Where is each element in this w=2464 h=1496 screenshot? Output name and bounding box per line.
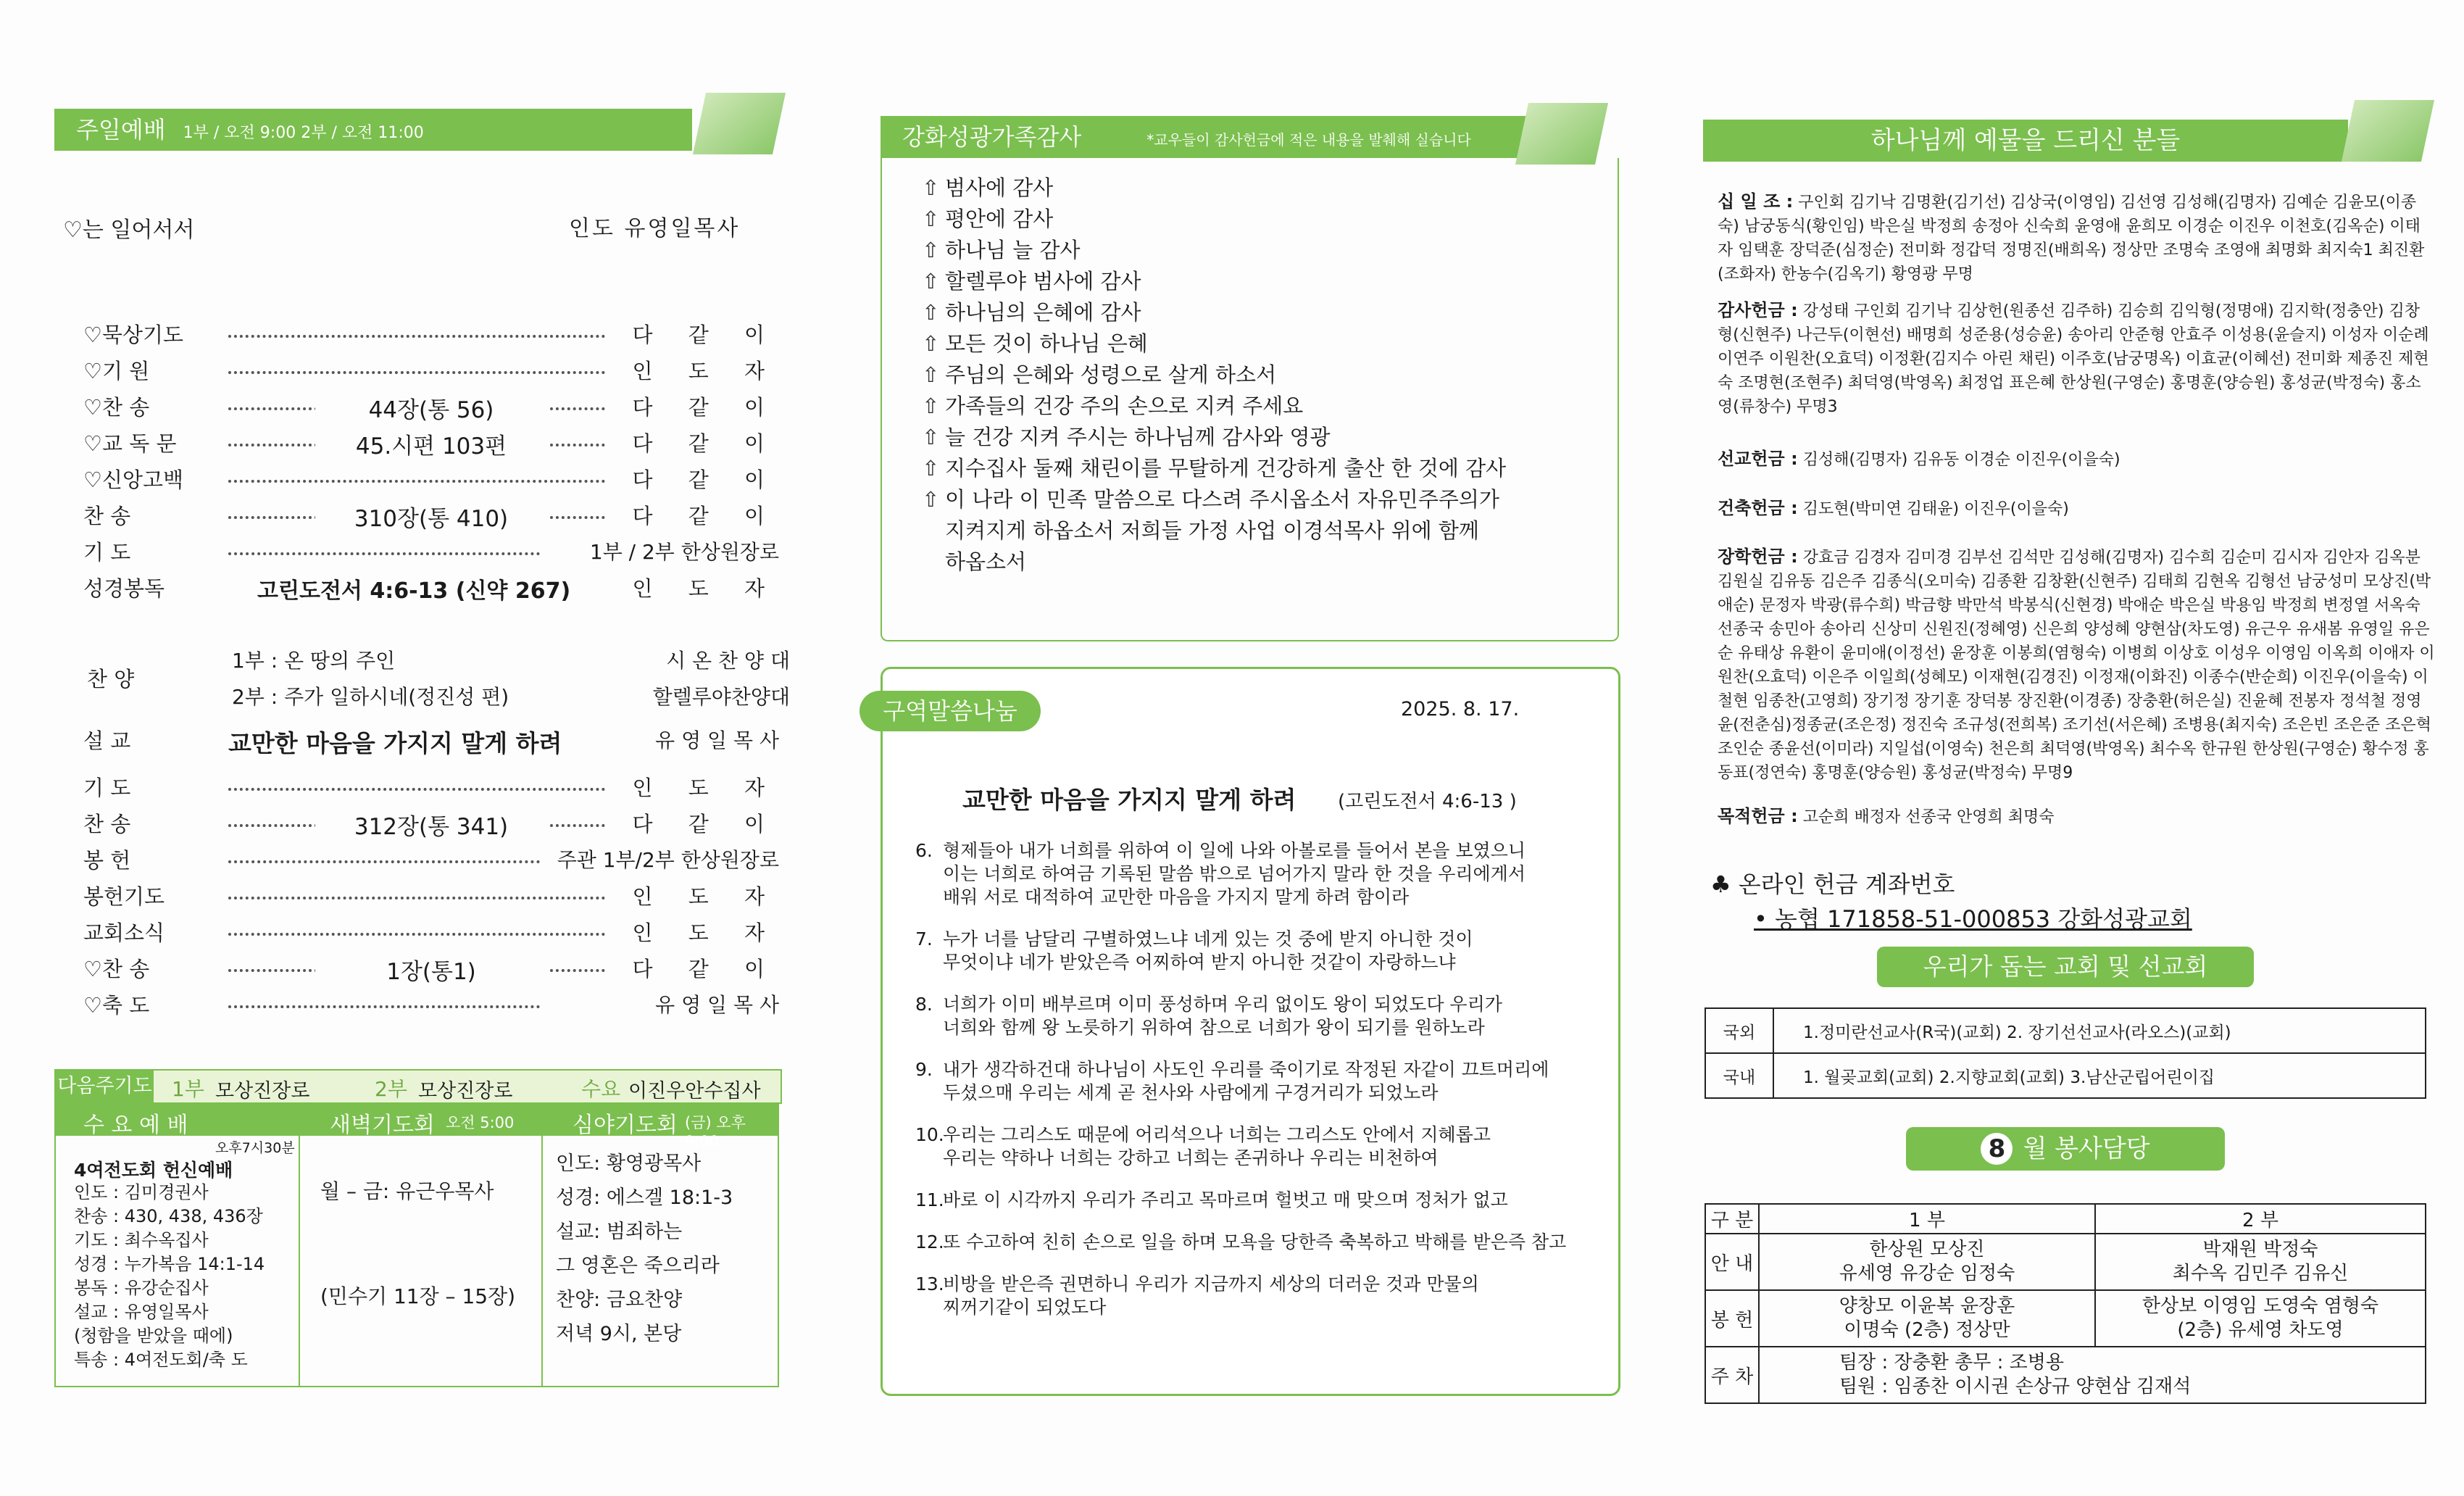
divider (299, 1136, 300, 1386)
service-line: 한상원 모상진 (1869, 1239, 1985, 1260)
verse-line (915, 863, 1568, 886)
thanks-mark-icon: ⇧ (922, 362, 940, 387)
next-week-label: 다음주기도 (56, 1071, 154, 1102)
verse-text: 무엇이냐 네가 받았은즉 어찌하여 받지 아니한 것같이 자랑하느냐 (943, 952, 1456, 973)
online-account: • 농협 171858-51-000853 강화성광교회 (1754, 905, 2192, 933)
worship-row (83, 953, 779, 986)
worship-item-person: 인 도 자 (632, 359, 779, 383)
verse-block (915, 928, 1568, 974)
dotted-leader (228, 335, 605, 338)
thanks-text: 하나님의 은혜에 감사 (945, 300, 1141, 325)
verse-block (915, 1058, 1568, 1105)
service-line: 박재원 박정숙 (2202, 1239, 2318, 1260)
worship-item-label: 찬 송 (83, 504, 131, 528)
scholarship-label: 장학헌금 : (1718, 547, 1798, 567)
thanks-text: 하나님 늘 감사 (945, 238, 1081, 262)
mission-label: 선교헌금 : (1718, 449, 1798, 469)
service-first (1759, 1234, 2095, 1290)
worship-item-label: 기 도 (83, 540, 131, 565)
online-label: ♣ 온라인 헌금 계좌번호 (1710, 870, 1955, 898)
wed-detail-line: 봉독 : 유강순집사 (74, 1278, 209, 1298)
thanks-mark-icon: ⇧ (922, 456, 940, 481)
dawn-line1: 월 – 금: 유근우목사 (320, 1179, 494, 1203)
service-row (1705, 1347, 2426, 1403)
dotted-leader (228, 371, 605, 374)
next-week-p1-label: 1부 (172, 1077, 204, 1101)
worship-item-detail: 44장(통 56) (315, 391, 547, 424)
worship-item-label: ♡묵상기도 (83, 323, 184, 347)
thanks-mark-icon: ⇧ (922, 207, 940, 231)
service-month: 8 (1981, 1133, 2013, 1165)
verse-number: 13. (915, 1273, 944, 1295)
night-detail-line: 저녁 9시, 본당 (556, 1323, 682, 1345)
verse-line (915, 951, 1568, 974)
wed-detail-line: 인도 : 김미경권사 (74, 1182, 209, 1202)
worship-item-detail: 교만한 마음을 가지지 말게 하려 (221, 725, 569, 759)
worship-item-label: 봉헌기도 (83, 884, 165, 909)
worship-item-person: 다 같 이 (632, 431, 779, 456)
dotted-leader (228, 933, 605, 936)
missions-key: 국외 (1705, 1008, 1773, 1053)
service-line: 최수옥 김민주 김유신 (2172, 1263, 2349, 1284)
thanks-box (881, 158, 1619, 641)
worship-item-label: ♡기 원 (83, 359, 150, 383)
worship-item-person: 유 영 일 목 사 (655, 993, 779, 1017)
worship-item-label: ♡축 도 (83, 993, 150, 1018)
worship-row (83, 536, 779, 570)
anthem-first-choir: 시 온 찬 양 대 (666, 649, 790, 673)
night-detail-line: 설교: 범죄하는 (556, 1221, 683, 1243)
verse-line (915, 1016, 1568, 1039)
verse-text: 내가 생각하건대 하나님이 사도인 우리를 죽이기로 작정된 자같이 끄트머리에 (943, 1059, 1549, 1080)
praying-hands-image (693, 93, 786, 154)
thanks-mark-icon: ⇧ (922, 394, 940, 418)
worship-header (54, 109, 692, 151)
building-names: 김도현(박미연 김태윤) 이진우(이을숙) (1802, 500, 2069, 518)
thanks-text: 하옵소서 (945, 549, 1027, 574)
service-row-key: 주 차 (1705, 1347, 1759, 1403)
missions-row (1705, 1053, 2426, 1098)
hand-image (2342, 100, 2434, 162)
thanks-item (922, 547, 1506, 578)
thanks-text: 주님의 은혜와 성령으로 살게 하소서 (945, 362, 1277, 387)
night-detail-line: 성경: 에스겔 18:1-3 (556, 1187, 733, 1209)
dotted-leader (228, 480, 605, 483)
verse-line (915, 1058, 1568, 1081)
wed-title: 수 요 예 배 (83, 1113, 188, 1138)
night-title: 심야기도회 (573, 1113, 678, 1138)
service-title-bar (1906, 1127, 2225, 1171)
verse-line (915, 1296, 1568, 1319)
thanks-mark-icon: ⇧ (922, 487, 940, 512)
wed-detail-line: (청함을 받았을 때에) (74, 1326, 233, 1346)
thanks-text: 범사에 감사 (945, 175, 1054, 200)
verse-text: 이는 너희로 하여금 기록된 말씀 밖으로 넘어가지 말라 한 것을 우리에게서 (943, 863, 1526, 884)
scholarship-section (1718, 545, 2435, 785)
service-first (1759, 1290, 2095, 1347)
wed-name: 4여전도회 헌신예배 (74, 1160, 233, 1181)
weekday-box (54, 1136, 779, 1387)
worship-item-person: 인 도 자 (632, 576, 779, 601)
verse-line (915, 1081, 1568, 1105)
worship-item-label: ♡교 독 문 (83, 431, 177, 456)
service-line: 유세영 유강순 임정숙 (1839, 1263, 2015, 1284)
thanks-text: 가족들의 건강 주의 손으로 지켜 주세요 (945, 394, 1304, 418)
service-header-1: 1 부 (1759, 1204, 2095, 1234)
night-detail-line: 인도: 황영광목사 (556, 1152, 702, 1175)
verse-line (915, 839, 1568, 863)
purpose-label: 목적헌금 : (1718, 806, 1798, 826)
verse-number: 10. (915, 1124, 944, 1145)
verse-block (915, 1273, 1568, 1319)
worship-row (83, 725, 779, 758)
worship-item-label: ♡찬 송 (83, 957, 150, 981)
worship-title: 주일예배 (76, 116, 166, 144)
worship-item-person: 인 도 자 (632, 921, 779, 945)
service-line: 한상보 이영임 도영숙 염형숙 (2142, 1295, 2379, 1317)
verse-text: 두셨으매 우리는 세계 곧 천사와 사람에게 구경거리가 되었노라 (943, 1082, 1439, 1103)
wed-detail-line: 찬송 : 430, 438, 436장 (74, 1206, 263, 1226)
thanks-item (922, 297, 1506, 328)
worship-row (83, 319, 779, 352)
anthem-label: 찬 양 (87, 667, 135, 691)
service-header-div: 구 분 (1705, 1204, 1759, 1234)
verse-line (915, 993, 1568, 1016)
thanks-text: 지수집사 둘째 채린이를 무탈하게 건강하게 출산 한 것에 감사 (945, 456, 1507, 481)
thanks-item (922, 266, 1506, 297)
cross-image (1515, 103, 1608, 165)
thanks-mark-icon (922, 515, 945, 547)
service-leader: 인도 유영일목사 (569, 216, 741, 241)
worship-item-label: 교회소식 (83, 921, 165, 945)
night-detail-line: 찬양: 금요찬양 (556, 1289, 683, 1311)
verse-text: 누가 너를 남달리 구별하였느냐 네게 있는 것 중에 받지 아니한 것이 (943, 928, 1473, 949)
tithe-names: 구인회 김기낙 김명환(김기선) 김상국(이영임) 김선영 김성해(김명자) 김예순 김윤모(이종숙) 남궁동식(황인임) 박은실 박정희 송정아 신숙희 윤영애 윤희모 이경순 이진우 이천호(김옥순) 이태자 임택훈 장덕준(심정순) 전미화 정갑덕 정명진(배희옥) 정상만 조명숙 조영애 최명화 최지숙1 최진환(조화자) 한농수(김옥기) 황영광 무명 (1718, 194, 2425, 283)
worship-item-label: 설 교 (83, 728, 131, 753)
dotted-leader (228, 1005, 540, 1008)
missions-title: 우리가 돕는 교회 및 선교회 (1877, 947, 2254, 987)
worship-row (83, 989, 779, 1023)
thanks-item (922, 391, 1506, 422)
verse-block (915, 1189, 1568, 1212)
share-title: 구역말씀나눔 (860, 691, 1041, 731)
building-section (1718, 496, 2435, 521)
service-row (1705, 1234, 2426, 1290)
dotted-leader (228, 897, 605, 899)
dotted-leader (228, 860, 540, 863)
thanks-mark-icon: ⇧ (922, 238, 940, 262)
worship-row (83, 428, 779, 461)
thanks-title: 강화성광가족감사 (902, 123, 1082, 151)
tithe-section (1718, 190, 2435, 286)
thanks-item (922, 453, 1506, 484)
worship-item-detail: 1장(통1) (315, 953, 547, 986)
worship-item-detail: 고린도전서 4:6-13 (신약 267) (250, 573, 578, 604)
worship-row (83, 464, 779, 497)
worship-item-person: 다 같 이 (632, 467, 779, 492)
service-table (1705, 1203, 2426, 1404)
verse-text: 배워 서로 대적하여 교만한 마음을 가지지 말게 하려 함이라 (943, 886, 1410, 907)
anthem-second-choir: 할렐루야찬양대 (652, 685, 790, 709)
worship-item-person: 다 같 이 (632, 812, 779, 836)
worship-item-person: 다 같 이 (632, 957, 779, 981)
service-first (1759, 1347, 2426, 1403)
thanks-item (922, 422, 1506, 453)
wed-detail-line: 기도 : 최수옥집사 (74, 1230, 209, 1250)
thanks-mark-icon: ⇧ (922, 425, 940, 449)
missions-key: 국내 (1705, 1053, 1773, 1098)
thanks-item (922, 515, 1506, 547)
worship-item-label: ♡찬 송 (83, 395, 150, 420)
verse-number: 9. (915, 1059, 933, 1080)
dotted-leader (228, 552, 540, 555)
missions-row (1705, 1008, 2426, 1053)
worship-item-person: 다 같 이 (632, 323, 779, 347)
verse-block (915, 1231, 1568, 1254)
next-week-p2: 모상진장로 (418, 1080, 513, 1102)
thanks-item (922, 484, 1506, 515)
worship-row (83, 772, 779, 805)
worship-item-label: ♡신앙고백 (83, 467, 184, 492)
offerings-title: 하나님께 예물을 드리신 분들 (1703, 120, 2348, 162)
thanks-text: 이 나라 이 민족 말씀으로 다스려 주시옵소서 자유민주주의가 (945, 487, 1499, 512)
thanks-item (922, 173, 1506, 204)
verse-line (915, 1273, 1568, 1296)
worship-item-person: 다 같 이 (632, 395, 779, 420)
worship-item-label: 기 도 (83, 776, 131, 800)
dawn-line2: (민수기 11장 – 15장) (320, 1284, 516, 1308)
standing-note: ♡는 일어서서 (63, 217, 195, 243)
thanks-text: 지켜지게 하옵소서 저희들 가정 사업 이경석목사 위에 함께 (945, 518, 1479, 543)
share-box (881, 667, 1620, 1396)
wed-detail-line: 설교 : 유영일목사 (74, 1302, 209, 1322)
verse-line (915, 1147, 1568, 1170)
verse-line (915, 1189, 1568, 1212)
thanks-offering-section (1718, 299, 2435, 419)
service-line: (2층) 유세영 차도영 (2177, 1319, 2344, 1341)
next-week-wed-label: 수요 (581, 1077, 621, 1101)
verse-text: 또 수고하여 친히 손으로 일을 하며 모욕을 당한즉 축복하고 박해를 받은즉 참고 (943, 1231, 1567, 1252)
verse-number: 7. (915, 928, 933, 949)
service-row (1705, 1290, 2426, 1347)
verse-number: 6. (915, 840, 933, 861)
next-week-p2-label: 2부 (375, 1077, 407, 1101)
next-week-p1: 모상진장로 (215, 1080, 310, 1102)
verse-text: 비방을 받은즉 권면하니 우리가 지금까지 세상의 더러운 것과 만물의 (943, 1273, 1479, 1295)
share-heading: 교만한 마음을 가지지 말게 하려 (962, 786, 1296, 814)
service-line: 이명숙 (2층) 정상만 (1844, 1319, 2010, 1341)
worship-row (83, 881, 779, 914)
worship-row (83, 391, 779, 425)
verse-text: 바로 이 시각까지 우리가 주리고 목마르며 헐벗고 매 맞으며 정처가 없고 (943, 1189, 1508, 1210)
dawn-title: 새벽기도회 (330, 1113, 435, 1138)
worship-row (83, 573, 779, 606)
scripture-verses (915, 839, 1568, 1338)
thanks-text: 늘 건강 지켜 주시는 하나님께 감사와 영광 (945, 425, 1331, 449)
verse-line (915, 928, 1568, 951)
wed-details (74, 1181, 265, 1372)
wed-detail-line: 성경 : 누가복음 14:1-14 (74, 1254, 265, 1274)
wed-detail-line: 특송 : 4여전도회/축 도 (74, 1350, 248, 1370)
anthem-second: 2부 : 주가 일하시네(정진성 편) (232, 685, 509, 709)
verse-block (915, 1123, 1568, 1170)
worship-item-label: 찬 송 (83, 812, 131, 836)
verse-line (915, 1231, 1568, 1254)
missions-value: 1. 월곶교회(교회) 2.지향교회(교회) 3.남산군립어린이집 (1773, 1053, 2426, 1098)
thanks-text: 평안에 감사 (945, 207, 1054, 231)
worship-item-person: 인 도 자 (632, 776, 779, 800)
thanks-note: *교우들이 감사헌금에 적은 내용을 발췌해 실습니다 (1146, 131, 1471, 149)
worship-item-person: 유 영 일 목 사 (655, 728, 779, 752)
purpose-names: 고순희 배정자 선종국 안영희 최명숙 (1802, 808, 2055, 826)
thanks-text: 할렐루야 범사에 감사 (945, 269, 1141, 294)
night-details (556, 1147, 733, 1351)
thanks-mark-icon: ⇧ (922, 300, 940, 325)
next-week-wed: 이진우안수집사 (628, 1080, 761, 1102)
building-label: 건축헌금 : (1718, 498, 1798, 518)
verse-line (915, 1123, 1568, 1147)
thanks-header (881, 116, 1533, 158)
worship-item-person: 주관 1부/2부 한상원장로 (557, 848, 779, 872)
thanks-item (922, 235, 1506, 266)
purpose-section (1718, 805, 2435, 829)
worship-row (83, 355, 779, 388)
worship-row (83, 844, 779, 878)
worship-item-person: 1부 / 2부 한상원장로 (589, 540, 779, 564)
missions-table (1705, 1007, 2426, 1099)
service-header-row (1705, 1204, 2426, 1234)
thanks-item (922, 360, 1506, 391)
verse-block (915, 993, 1568, 1039)
thanks-offering-names: 강성태 구인회 김기낙 김상헌(원종선 김주하) 김승희 김익형(정명애) 김지학(정충안) 김창형(신현주) 나근두(이현선) 배명희 성준용(성승윤) 송아리 안준형 안효주 이성용(윤슬지) 이성자 이순례 이연주 이원찬(오효덕) 이정환(김지수 아린 채린) 이주호(남궁명옥) 이효균(이혜선) 전미화 제종진 제현숙 조명현(조현주) 최덕영(박영옥) 최정업 표은혜 한상원(구영순) 홍명훈(양승원) 홍성균(박정숙) 홍소영(류창수) 무명3 (1718, 302, 2429, 416)
night-detail-line: 그 영혼은 죽으리라 (556, 1255, 720, 1277)
dawn-time: 오전 5:00 (446, 1114, 515, 1131)
scholarship-names: 강효금 김경자 김미경 김부선 김석만 김성해(김명자) 김수희 김순미 김시자 김안자 김옥분 김원실 김유동 김은주 김종식(오미숙) 김종환 김창환(신현주) 김태희 김현옥 김형선 남궁성미 모상진(박애순) 문정자 박광(류수희) 박금향 박만석 박봉식(신현경) 박애순 박은실 박용임 박정희 변정열 서옥숙 선종국 송민아 송아리 신상미 신원진(정혜영) 신은희 양성혜 양현삼(차도영) 유근우 유새봄 유영일 유은순 유태상 유환이 윤미애(이정선) 윤장훈 이봉희(염형숙) 이병희 이상호 이성우 이영임 이옥희 이애자 이원찬(오효덕) 이은주 이일희(성혜모) 이재현(김경진) 이정재(이화진) 이종수(반순희) 이진우(이을숙) 이철현 임종찬(고영희) 장기정 장기훈 장덕봉 장진환(이경종) 장충환(허은실) 진윤혜 전봉자 정석철 정영윤(전춘심)정종균(조은정) 정진숙 조규성(전희복) 조기선(서은혜) 조병용(최지숙) 조은빈 조은준 조은혁 조인순 종윤선(이미라) 지일섭(이영숙) 천은희 최덕영(박영옥) 최수옥 한규원 한상원(구영순) 황수정 홍동표(정연숙) 홍명훈(양승원) 홍성균(박정숙) 무명9 (1718, 549, 2435, 782)
thanks-item (922, 204, 1506, 235)
thanks-list (922, 173, 1506, 578)
worship-item-detail: 310장(통 410) (315, 500, 547, 533)
worship-row (83, 917, 779, 950)
service-second (2095, 1290, 2426, 1347)
worship-item-label: 봉 헌 (83, 848, 131, 873)
divider (541, 1136, 543, 1386)
tithe-label: 십 일 조 : (1718, 191, 1794, 212)
thanks-mark-icon: ⇧ (922, 175, 940, 200)
share-date: 2025. 8. 17. (1401, 698, 1520, 720)
verse-number: 11. (915, 1189, 944, 1210)
service-line: 팀장 : 장충환 총무 : 조병용 (1839, 1352, 2065, 1374)
thanks-offering-label: 감사헌금 : (1718, 300, 1798, 320)
thanks-mark-icon (922, 547, 945, 578)
service-second (2095, 1234, 2426, 1290)
worship-times: 1부 / 오전 9:00 2부 / 오전 11:00 (183, 124, 424, 142)
verse-number: 8. (915, 994, 933, 1015)
thanks-mark-icon: ⇧ (922, 331, 940, 356)
thanks-mark-icon: ⇧ (922, 269, 940, 294)
service-row-key: 봉 헌 (1705, 1290, 1759, 1347)
service-line: 팀원 : 임종찬 이시권 손상규 양현삼 김재석 (1839, 1376, 2192, 1397)
service-line: 양창모 이윤복 윤장훈 (1839, 1295, 2015, 1317)
worship-item-detail: 312장(통 341) (315, 808, 547, 841)
thanks-text: 모든 것이 하나님 은혜 (945, 331, 1148, 356)
verse-text: 너희와 함께 왕 노릇하기 위하여 참으로 너희가 왕이 되기를 원하노라 (943, 1017, 1485, 1038)
next-week-bar (54, 1069, 782, 1104)
wed-time: 오후7시30분 (215, 1140, 295, 1156)
thanks-item (922, 328, 1506, 360)
mission-section (1718, 447, 2435, 472)
worship-item-person: 다 같 이 (632, 504, 779, 528)
verse-number: 12. (915, 1231, 944, 1252)
missions-value: 1.정미란선교사(R국)(교회) 2. 장기선선교사(라오스)(교회) (1773, 1008, 2426, 1053)
verse-text: 찌꺼기같이 되었도다 (943, 1297, 1107, 1318)
verse-text: 너희가 이미 배부르며 이미 풍성하며 우리 없이도 왕이 되었도다 우리가 (943, 994, 1502, 1015)
night-time: (금) 오후 9:00 (685, 1114, 746, 1150)
anthem-first: 1부 : 온 땅의 주인 (232, 649, 396, 673)
mission-names: 김성해(김명자) 김유동 이경순 이진우(이을숙) (1802, 451, 2120, 469)
worship-item-detail: 45.시편 103편 (315, 428, 547, 460)
verse-text: 우리는 그리스도 때문에 어리석으나 너희는 그리스도 안에서 지혜롭고 (943, 1124, 1491, 1145)
verse-block (915, 839, 1568, 909)
service-row-key: 안 내 (1705, 1234, 1759, 1290)
worship-row (83, 808, 779, 842)
worship-item-person: 인 도 자 (632, 884, 779, 909)
dotted-leader (228, 788, 605, 791)
service-title: 월 봉사담당 (2023, 1134, 2150, 1163)
verse-text: 우리는 약하나 너희는 강하고 너희는 존귀하나 우리는 비천하여 (943, 1147, 1439, 1168)
worship-row (83, 500, 779, 533)
service-header-2: 2 부 (2095, 1204, 2426, 1234)
share-ref: (고린도전서 4:6-13 ) (1338, 791, 1517, 813)
verse-line (915, 886, 1568, 909)
worship-item-label: 성경봉독 (83, 576, 165, 601)
verse-text: 형제들아 내가 너희를 위하여 이 일에 나와 아볼로를 들어서 본을 보였으니 (943, 840, 1526, 861)
